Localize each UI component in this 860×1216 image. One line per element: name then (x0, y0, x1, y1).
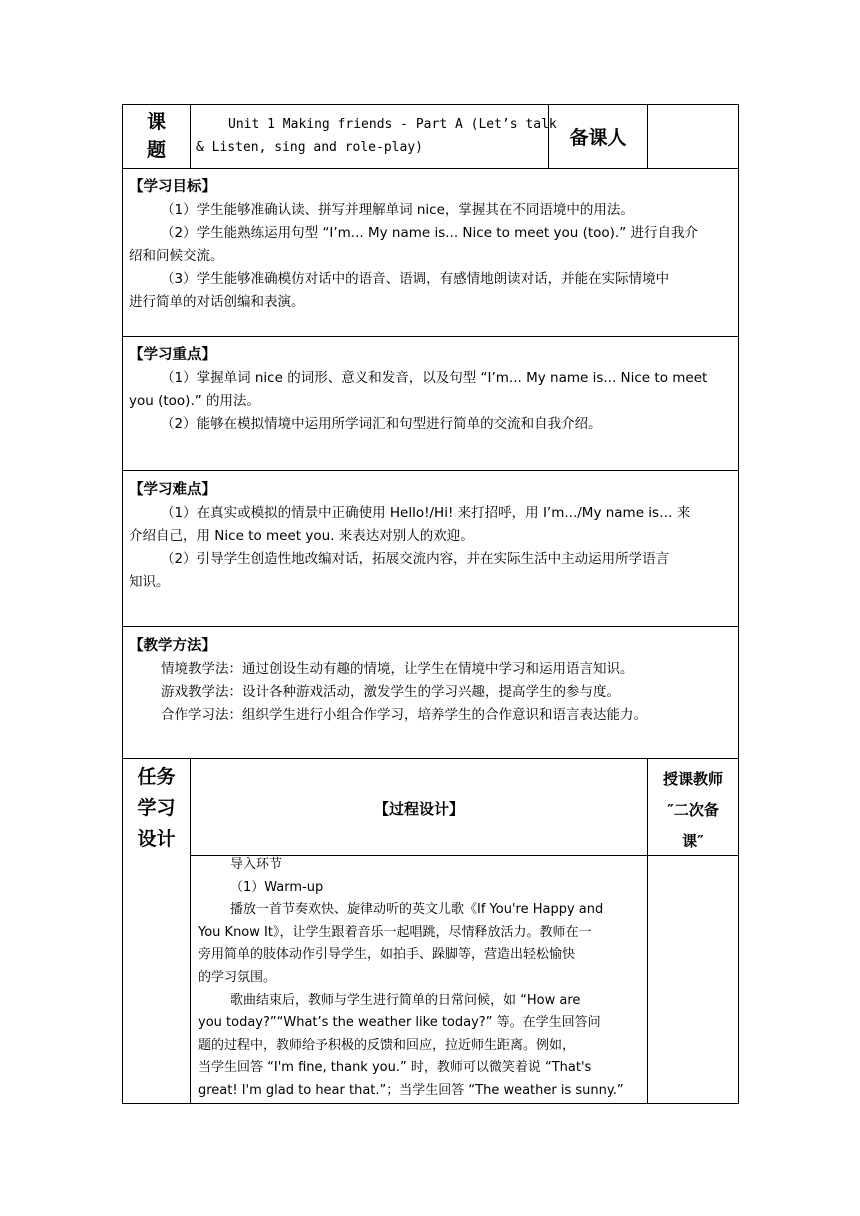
key-points-item: （2）能够在模拟情境中运用所学词汇和句型进行简单的交流和自我介绍。 (161, 416, 602, 432)
methods-item: 合作学习法：组织学生进行小组合作学习，培养学生的合作意识和语言表达能力。 (161, 707, 647, 723)
preparer-label: 备课人 (569, 127, 627, 149)
table-divider (122, 336, 739, 337)
lesson-title (196, 113, 557, 159)
goals-item: （1）学生能够准确认读、拼写并理解单词 nice，掌握其在不同语境中的用法。 (161, 202, 634, 218)
preparer-value[interactable] (648, 105, 738, 168)
table-divider (122, 470, 739, 471)
goals-item: （2）学生能熟练运用句型 “I’m... My name is... Nice to meet you (too).” 进行自我介 (161, 225, 698, 241)
lesson-title-line-1: Unit 1 Making friends - Part A (Let’s talk (228, 117, 557, 132)
process-line: 导入环节 (230, 857, 283, 872)
process-line: 题的过程中，教师给予积极的反馈和回应，拉近师生距离。例如， (198, 1037, 576, 1053)
goals-section (129, 175, 735, 314)
process-line: 旁用简单的肢体动作引导学生，如拍手、跺脚等，营造出轻松愉快 (198, 947, 576, 963)
goals-item: 绍和问候交流。 (129, 248, 224, 264)
key-points-section (129, 343, 735, 436)
table-divider (190, 104, 191, 168)
process-line: 的学习氛围。 (198, 969, 277, 985)
goals-item: 进行简单的对话创编和表演。 (129, 294, 305, 310)
process-content (198, 854, 643, 1103)
process-line: 歌曲结束后，教师与学生进行简单的日常问候，如 “How are (230, 992, 581, 1008)
process-line: You Know It》，让学生跟着音乐一起唱跳，尽情释放活力。教师在一 (198, 924, 592, 940)
process-line: you today?”“What’s the weather like today?” 等。在学生回答问 (198, 1015, 601, 1031)
topic-char-2: 题 (146, 139, 166, 161)
process-design-heading: 【过程设计】 (373, 800, 464, 818)
difficulties-item: （1）在真实或模拟的情景中正确使用 Hello!/Hi! 来打招呼，用 I’m.../My name is… 来 (161, 505, 691, 521)
task-label-line: 学习 (137, 797, 176, 819)
difficulties-section (129, 478, 735, 594)
teacher-label-line: 授课教师 (662, 770, 723, 788)
goals-heading: 【学习目标】 (129, 179, 216, 195)
key-points-item: （1）掌握单词 nice 的词形、意义和发音，以及句型 “I’m... My name is... Nice to meet (161, 370, 708, 386)
difficulties-item: 知识。 (129, 574, 170, 590)
process-line: 当学生回答 “I'm fine, thank you.” 时，教师可以微笑着说 “That's (198, 1060, 592, 1076)
methods-item: 游戏教学法：设计各种游戏活动，激发学生的学习兴趣，提高学生的参与度。 (161, 684, 620, 700)
methods-section (129, 634, 735, 727)
task-label-line: 设计 (137, 828, 176, 850)
task-label-line: 任务 (137, 766, 176, 788)
table-border-bottom (122, 1103, 739, 1104)
teacher-label-line: ″二次备 (667, 801, 719, 819)
topic-char-1: 课 (146, 111, 166, 133)
teacher-label-line: 课″ (682, 832, 704, 850)
difficulties-heading: 【学习难点】 (129, 482, 216, 498)
key-points-heading: 【学习重点】 (129, 347, 216, 363)
key-points-item: you (too).” 的用法。 (129, 393, 261, 409)
teacher-revision-label (648, 764, 738, 857)
lesson-title-line-2: & Listen, sing and role-play) (196, 140, 423, 155)
process-line: （1）Warm-up (230, 879, 324, 895)
table-border-right (738, 104, 739, 1104)
methods-item: 情境教学法：通过创设生动有趣的情境，让学生在情境中学习和运用语言知识。 (161, 661, 634, 677)
process-line: great! I'm glad to hear that.”；当学生回答 “The weather is sunny.” (198, 1082, 624, 1098)
difficulties-item: 介绍自己，用 Nice to meet you. 来表达对别人的欢迎。 (129, 528, 474, 544)
goals-item: （3）学生能够准确模仿对话中的语音、语调，有感情地朗读对话，并能在实际情境中 (161, 271, 670, 287)
methods-heading: 【教学方法】 (129, 638, 216, 654)
teacher-notes-cell[interactable] (648, 856, 738, 1103)
table-border-left (122, 104, 123, 1104)
process-line: 播放一首节奏欢快、旋律动听的英文儿歌《If You're Happy and (230, 902, 604, 918)
table-divider (122, 168, 739, 169)
task-design-label (123, 762, 190, 855)
table-divider (122, 626, 739, 627)
difficulties-item: （2）引导学生创造性地改编对话，拓展交流内容，并在实际生活中主动运用所学语言 (161, 551, 670, 567)
topic-label (123, 108, 190, 166)
